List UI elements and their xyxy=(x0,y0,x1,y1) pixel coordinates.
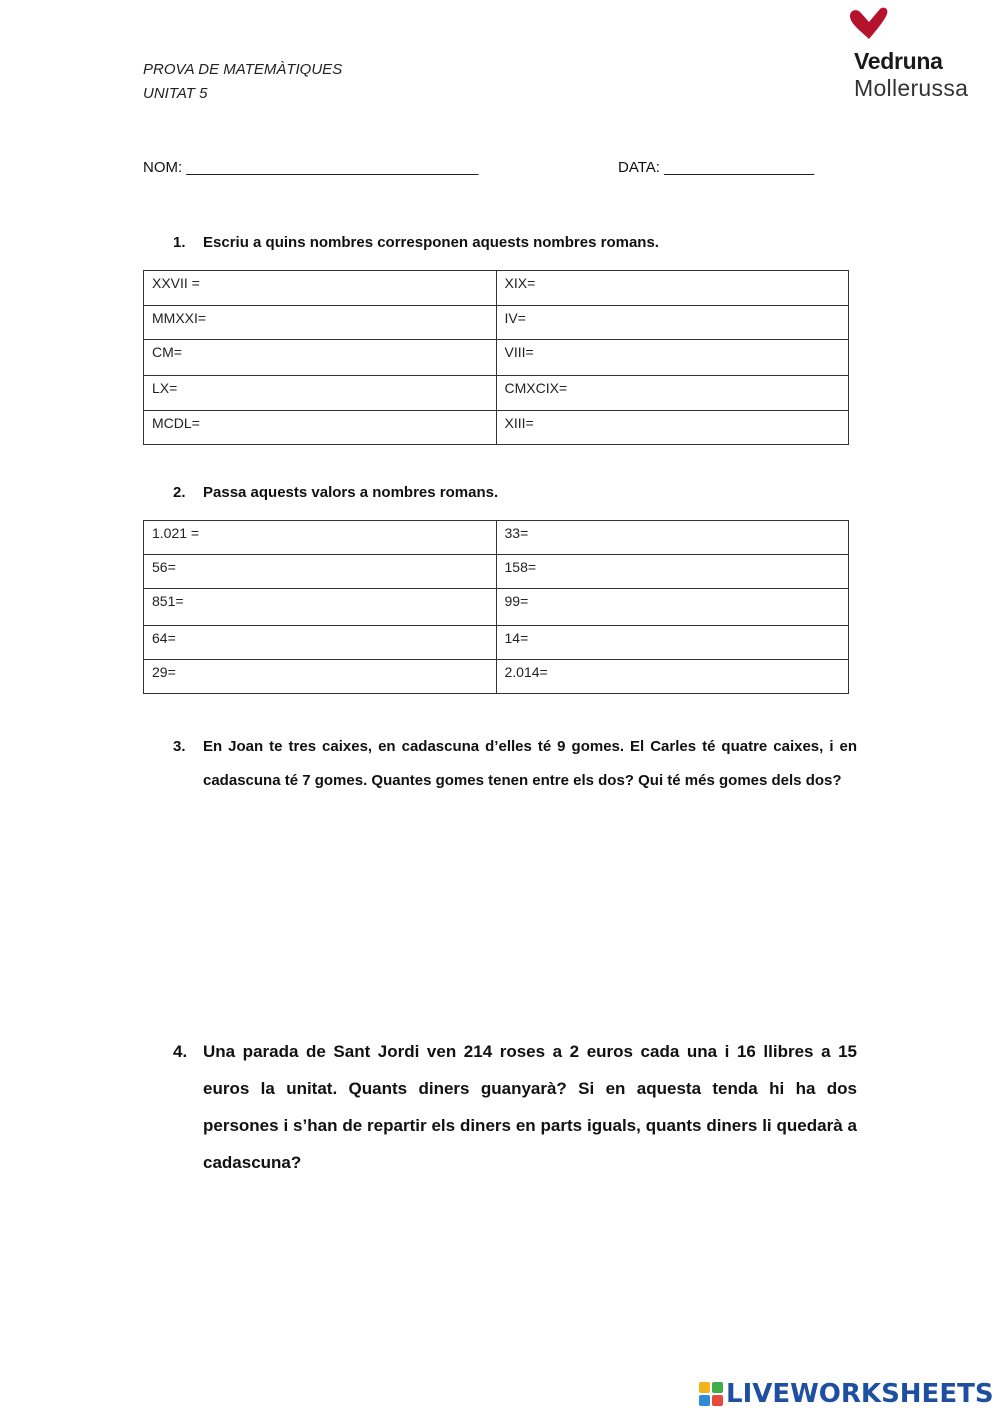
table-cell: MMXXI= xyxy=(144,306,497,340)
table-row xyxy=(144,521,849,555)
table-cell: XXVII = xyxy=(144,271,497,306)
table-row xyxy=(144,660,849,694)
table-row xyxy=(144,411,849,445)
question-1-number: 1. xyxy=(173,234,186,251)
date-field: DATA: __________________ xyxy=(618,159,815,176)
school-logo xyxy=(848,6,993,106)
table-cell: 158= xyxy=(496,555,849,589)
table-cell: IV= xyxy=(496,306,849,340)
question-2-number: 2. xyxy=(173,484,186,501)
logo-name: Vedruna xyxy=(854,48,943,74)
question-1-text: Escriu a quins nombres corresponen aquests nombres romans. xyxy=(203,234,659,251)
table-cell: VIII= xyxy=(496,340,849,376)
table-cell: CM= xyxy=(144,340,497,376)
question-3-number: 3. xyxy=(173,738,186,755)
table-row xyxy=(144,555,849,589)
question-3-text: En Joan te tres caixes, en cadascuna d’elles té 9 gomes. El Carles té quatre caixes, i en cadascuna té 7 gomes. Quantes gomes tenen entre els dos? Qui té més gomes dels dos? xyxy=(203,738,857,789)
table-row xyxy=(144,376,849,411)
question-3 xyxy=(173,730,857,798)
question-2-title xyxy=(173,484,498,501)
table-cell: 33= xyxy=(496,521,849,555)
table-cell: XIII= xyxy=(496,411,849,445)
table-cell: 851= xyxy=(144,589,497,626)
question-1-title xyxy=(173,234,659,251)
table-cell: 2.014= xyxy=(496,660,849,694)
question-4 xyxy=(173,1033,857,1181)
liveworksheets-text: LIVEWORKSHEETS xyxy=(726,1379,994,1409)
name-field: NOM: ___________________________________ xyxy=(143,159,479,176)
vedruna-heart-icon xyxy=(848,6,890,42)
table-cell: MCDL= xyxy=(144,411,497,445)
table-row xyxy=(144,589,849,626)
table-row xyxy=(144,626,849,660)
exam-title: PROVA DE MATEMÀTIQUES xyxy=(143,61,343,78)
unit-label: UNITAT 5 xyxy=(143,85,208,102)
table-cell: CMXCIX= xyxy=(496,376,849,411)
question-2-text: Passa aquests valors a nombres romans. xyxy=(203,484,499,501)
table-cell: 56= xyxy=(144,555,497,589)
table-row xyxy=(144,271,849,306)
table-cell: XIX= xyxy=(496,271,849,306)
table-row xyxy=(144,340,849,376)
roman-to-number-table xyxy=(143,270,849,445)
number-to-roman-table xyxy=(143,520,849,694)
question-4-text: Una parada de Sant Jordi ven 214 roses a 2 euros cada una i 16 llibres a 15 euros la unitat. Quants diners guanyarà? Si en aquesta tenda hi ha dos persones i s’han de repartir els diners en parts iguals, quants diners li quedarà a cadascuna? xyxy=(203,1042,857,1172)
liveworksheets-brand xyxy=(698,1378,994,1410)
table-cell: 1.021 = xyxy=(144,521,497,555)
table-cell: LX= xyxy=(144,376,497,411)
table-cell: 64= xyxy=(144,626,497,660)
table-cell: 29= xyxy=(144,660,497,694)
table-cell: 14= xyxy=(496,626,849,660)
liveworksheets-logo-icon xyxy=(698,1381,724,1407)
logo-place: Mollerussa xyxy=(854,75,969,101)
question-4-number: 4. xyxy=(173,1042,188,1061)
table-cell: 99= xyxy=(496,589,849,626)
table-row xyxy=(144,306,849,340)
